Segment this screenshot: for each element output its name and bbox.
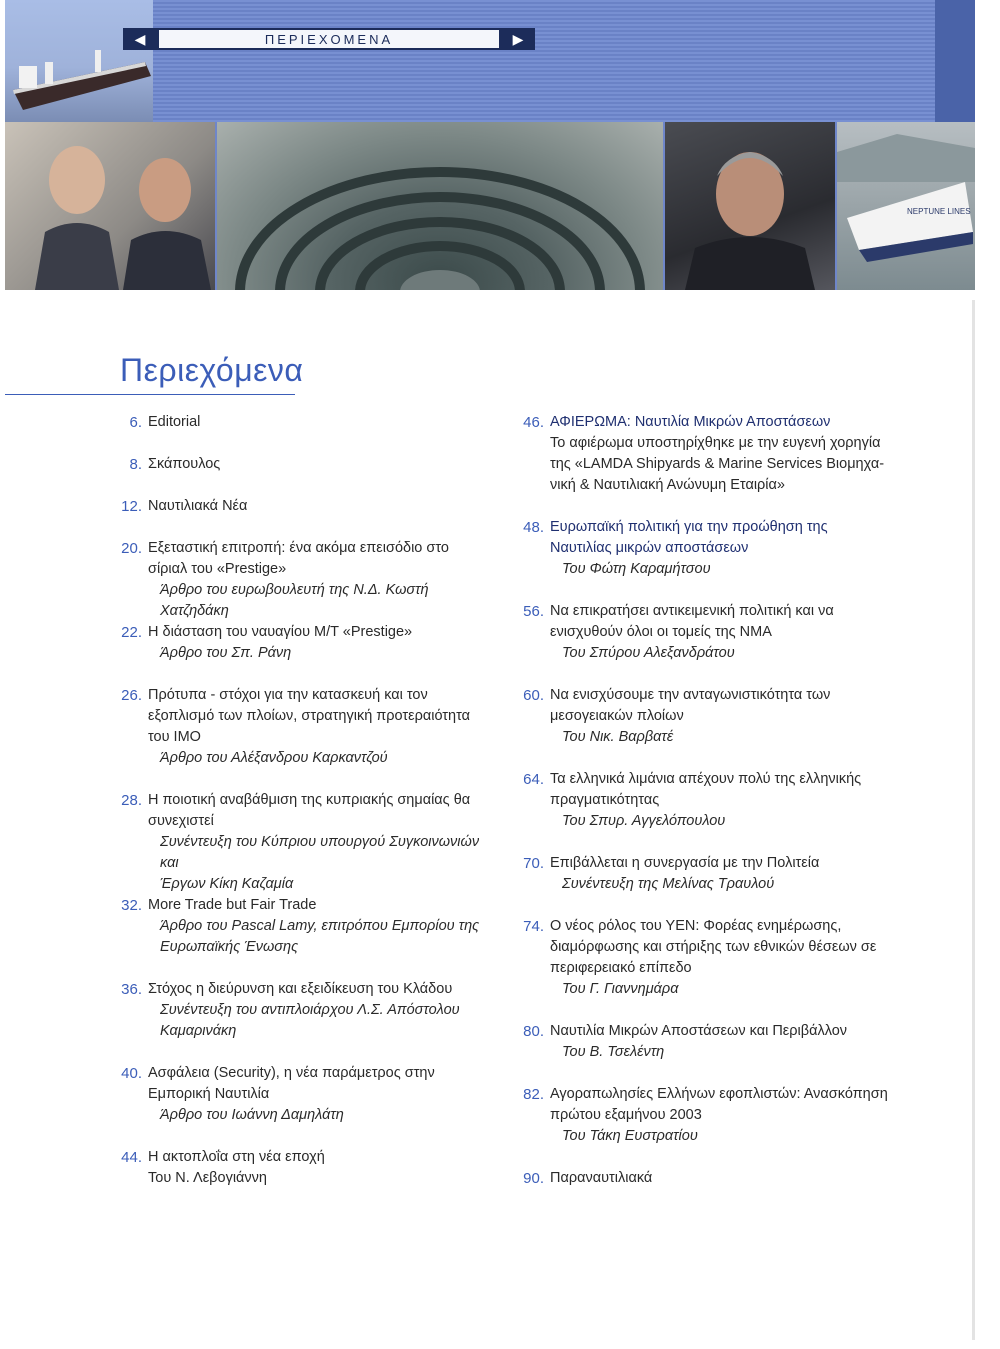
toc-title-line: πρώτου εξαμήνου 2003 [550, 1107, 702, 1123]
toc-title-line: εξοπλισμό των πλοίων, στρατηγική προτεραιότητα [148, 708, 470, 724]
toc-entry-text [550, 517, 890, 580]
toc-title-line: νική & Ναυτιλιακή Ανώνυμη Εταιρία» [550, 477, 785, 493]
toc-title-line: Ευρωπαϊκή πολιτική για την προώθηση της [550, 519, 828, 535]
toc-title-line: Ο νέος ρόλος του ΥΕΝ: Φορέας ενημέρωσης, [550, 918, 842, 934]
title-underline [5, 394, 295, 395]
toc-author-line: Του Σπυρ. Αγγελόπουλου [562, 813, 726, 829]
parliament-hemicycle-photo [217, 122, 663, 290]
officials-photo [5, 122, 215, 290]
toc-page-number: 40. [121, 1065, 142, 1082]
toc-page-number: 90. [523, 1170, 544, 1187]
toc-page-number: 64. [523, 771, 544, 788]
toc-entry-text [550, 1021, 890, 1063]
toc-entry-text [148, 454, 488, 475]
arrow-right-icon: ▶ [501, 28, 535, 50]
toc-author-line: Του Σπύρου Αλεξανδράτου [562, 645, 735, 661]
toc-page-number: 22. [121, 624, 142, 641]
photo-strip [5, 122, 975, 290]
toc-title-line: ενισχυθούν όλοι οι τομείς της ΝΜΑ [550, 624, 772, 640]
toc-entry-text [148, 412, 488, 433]
toc-entry-text [550, 412, 890, 496]
toc-entry-text [148, 1063, 488, 1126]
toc-title-line: Αγοραπωλησίες Ελλήνων εφοπλιστών: Ανασκόπηση [550, 1086, 888, 1102]
toc-title-line: Στόχος η διεύρυνση και εξειδίκευση του Κλάδου [148, 981, 453, 997]
toc-page-number: 26. [121, 687, 142, 704]
toc-title-line: Ασφάλεια (Security), η νέα παράμετρος στην [148, 1065, 435, 1081]
toc-author-line: Συνέντευξη της Μελίνας Τραυλού [562, 876, 775, 892]
toc-title-line: Το αφιέρωμα υποστηρίχθηκε με την ευγενή χορηγία [550, 435, 881, 451]
toc-page-number: 60. [523, 687, 544, 704]
ferry-photo [837, 122, 975, 290]
toc-title-line: Να επικρατήσει αντικειμενική πολιτική και να [550, 603, 834, 619]
toc-title-line: Τα ελληνικά λιμάνια απέχουν πολύ της ελληνικής [550, 771, 862, 787]
toc-page-number: 28. [121, 792, 142, 809]
toc-page-number: 20. [121, 540, 142, 557]
toc-title-line: πραγματικότητας [550, 792, 660, 808]
toc-page-number: 74. [523, 918, 544, 935]
banner-right-bar [935, 0, 975, 122]
ferry-name: NEPTUNE LINES [907, 207, 971, 216]
toc-title-line: More Trade but Fair Trade [148, 897, 317, 913]
toc-title-line: Να ενισχύσουμε την ανταγωνιστικότητα των [550, 687, 831, 703]
toc-page-number: 46. [523, 414, 544, 431]
toc-page-number: 8. [129, 456, 142, 473]
toc-entry-text [148, 496, 488, 517]
toc-entry-text [148, 622, 488, 664]
toc-title-line: μεσογειακών πλοίων [550, 708, 684, 724]
toc-entry-text [550, 601, 890, 664]
toc-author-line: Άρθρο του ευρωβουλευτή της Ν.Δ. Κωστή Χατζηδάκη [160, 582, 429, 619]
toc-author-line: Συνέντευξη του αντιπλοιάρχου Λ.Σ. Απόστολου [160, 1002, 460, 1018]
toc-entry-text [148, 538, 488, 622]
page-title: Περιεχόμενα [120, 352, 304, 388]
toc-author-line: Άρθρο του Ιωάννη Δαμηλάτη [160, 1107, 344, 1123]
toc-entry-text [550, 769, 890, 832]
toc-entry-text [550, 1084, 890, 1147]
toc-title-line: περιφερειακό επίπεδο [550, 960, 692, 976]
toc-title-line: Παραναυτιλιακά [550, 1170, 653, 1186]
toc-title-line: της «LAMDA Shipyards & Marine Services Βιομηχα- [550, 456, 885, 472]
toc-title-line: Σκάπουλος [148, 456, 221, 472]
toc-title-line: του ΙΜΟ [148, 729, 201, 745]
toc-title-line: Εμπορική Ναυτιλία [148, 1086, 270, 1102]
toc-author-line: Έργων Κίκη Καζαμία [160, 876, 294, 892]
toc-author-line: Ευρωπαϊκής Ένωσης [160, 939, 299, 955]
toc-author-line: Του Τάκη Ευστρατίου [562, 1128, 698, 1144]
toc-entry-text [148, 790, 488, 895]
man-portrait-photo [665, 122, 835, 290]
toc-entry-text [148, 895, 488, 958]
toc-title-line: Ναυτιλία Μικρών Αποστάσεων και Περιβάλλον [550, 1023, 848, 1039]
toc-author-line: Άρθρο του Αλέξανδρου Καρκαντζού [160, 750, 388, 766]
toc-title-line: Ναυτιλίας μικρών αποστάσεων [550, 540, 749, 556]
toc-entry-text [550, 916, 890, 1000]
toc-page-number: 80. [523, 1023, 544, 1040]
toc-title-line: Του Ν. Λεβογιάννη [148, 1170, 267, 1186]
toc-entry-text [550, 1168, 890, 1189]
toc-author-line: Άρθρο του Σπ. Ράνη [160, 645, 292, 661]
section-nav-bar [123, 28, 535, 50]
toc-title-line: Εξεταστική επιτροπή: ένα ακόμα επεισόδιο στο [148, 540, 449, 556]
page-edge-line [972, 300, 975, 1340]
toc-title-line: ΑΦΙΕΡΩΜΑ: Ναυτιλία Μικρών Αποστάσεων [550, 414, 831, 430]
toc-title-line: Editorial [148, 414, 201, 430]
toc-title-line: Επιβάλλεται η συνεργασία με την Πολιτεία [550, 855, 820, 871]
toc-entry-text [148, 685, 488, 769]
toc-page-number: 56. [523, 603, 544, 620]
toc-title-line: σίριαλ του «Prestige» [148, 561, 287, 577]
toc-title-line: συνεχιστεί [148, 813, 214, 829]
toc-page-number: 6. [129, 414, 142, 431]
toc-entry-text [550, 853, 890, 895]
toc-entry-text [148, 979, 488, 1042]
toc-page-number: 70. [523, 855, 544, 872]
toc-page-number: 44. [121, 1149, 142, 1166]
toc-page-number: 48. [523, 519, 544, 536]
toc-title-line: Η ακτοπλοΐα στη νέα εποχή [148, 1149, 325, 1165]
toc-entry-text [148, 1147, 488, 1189]
toc-title-line: Πρότυπα - στόχοι για την κατασκευή και τον [148, 687, 428, 703]
toc-title-line: Ναυτιλιακά Νέα [148, 498, 248, 514]
toc-author-line: Του Γ. Γιαννημάρα [562, 981, 679, 997]
toc-title-line: Η ποιοτική αναβάθμιση της κυπριακής σημαίας θα [148, 792, 471, 808]
toc-author-line: Του Νικ. Βαρβατέ [562, 729, 674, 745]
toc-entry-text [550, 685, 890, 748]
toc-author-line: Του Φώτη Καραμήτσου [562, 561, 711, 577]
toc-author-line: Άρθρο του Pascal Lamy, επιτρόπου Εμπορίου της [160, 918, 480, 934]
toc-title-line: Η διάσταση του ναυαγίου Μ/Τ «Prestige» [148, 624, 413, 640]
cargo-ship-photo [5, 0, 153, 122]
toc-title-line: διαμόρφωσης και στήριξης των εθνικών θέσεων σε [550, 939, 877, 955]
arrow-left-icon: ◀ [123, 28, 157, 50]
toc-page-number: 82. [523, 1086, 544, 1103]
toc-page-number: 36. [121, 981, 142, 998]
toc-author-line: Του Β. Τσελέντη [562, 1044, 665, 1060]
toc-author-line: Καμαρινάκη [160, 1023, 237, 1039]
toc-page-number: 32. [121, 897, 142, 914]
header-banner [5, 0, 975, 290]
toc-author-line: Συνέντευξη του Κύπριου υπουργού Συγκοινωνιών και [160, 834, 480, 871]
toc-page-number: 12. [121, 498, 142, 515]
banner-title: ΠΕΡΙΕΧΟΜΕΝΑ [157, 28, 501, 50]
